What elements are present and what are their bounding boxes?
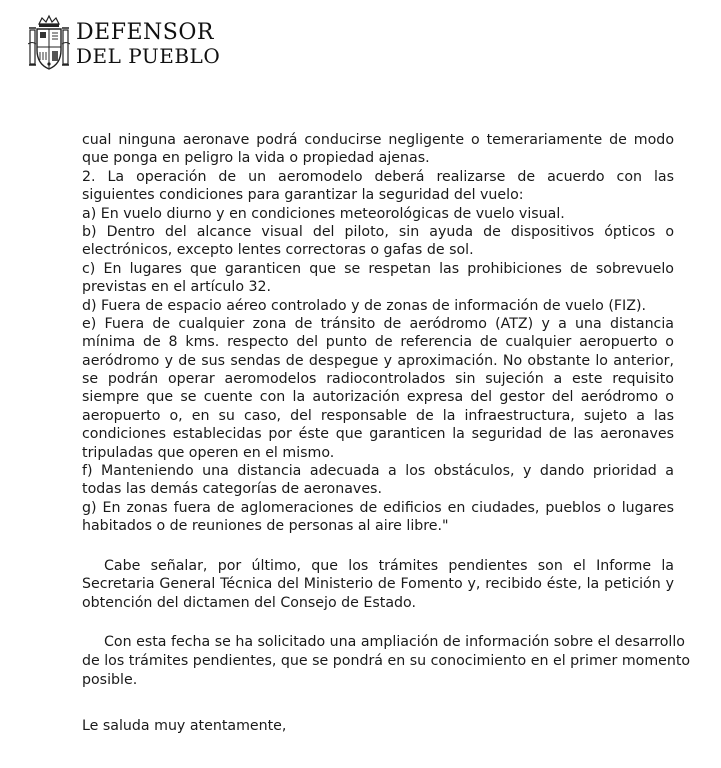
paragraph-line: Con esta fecha se ha solicitado una ampliación de información sobre el desarrollo: [104, 634, 685, 651]
paragraph-line: obtención del dictamen del Consejo de Estado.: [82, 594, 416, 611]
paragraph-pending-procedures: [82, 557, 674, 613]
paragraph-line: posible.: [82, 671, 138, 688]
quote-line: d) Fuera de espacio aéreo controlado y de zonas de información de vuelo (FIZ).: [82, 297, 646, 314]
letterhead: [28, 14, 220, 72]
quote-line: b) Dentro del alcance visual del piloto, sin ayuda de dispositivos ópticos o: [82, 223, 674, 240]
quoted-regulation: [82, 131, 674, 536]
quote-line: que ponga en peligro la vida o propiedad ajenas.: [82, 150, 430, 167]
paragraph-information-request: [82, 633, 691, 689]
closing-salutation: Le saluda muy atentamente,: [82, 718, 287, 735]
quote-line: 2. La operación de un aeromodelo deberá realizarse de acuerdo con las: [82, 168, 674, 185]
quote-line: electrónicos, excepto lentes correctoras o gafas de sol.: [82, 242, 474, 259]
paragraph-line: Cabe señalar, por último, que los trámites pendientes son el Informe la: [104, 557, 674, 574]
coat-of-arms-icon: [28, 14, 70, 72]
quote-line: todas las demás categorías de aeronaves.: [82, 481, 382, 498]
institution-name-line2: DEL PUEBLO: [76, 44, 221, 68]
quote-line: previstas en el artículo 32.: [82, 279, 272, 296]
quote-line: e) Fuera de cualquier zona de tránsito de aeródromo (ATZ) y a una distancia: [82, 315, 674, 332]
quote-line: a) En vuelo diurno y en condiciones meteorológicas de vuelo visual.: [82, 205, 565, 222]
quote-line: mínima de 8 kms. respecto del punto de referencia de cualquier aeropuerto o: [82, 334, 674, 351]
quote-line: aeropuerto o, en su caso, del responsable de la infraestructura, sujeto a las: [82, 407, 674, 424]
quote-line: g) En zonas fuera de aglomeraciones de edificios en ciudades, pueblos o lugares: [82, 499, 674, 516]
institution-name-line1: DEFENSOR: [76, 20, 214, 45]
quote-line: f) Manteniendo una distancia adecuada a los obstáculos, y dando prioridad a: [82, 463, 674, 480]
quote-line: habitados o de reuniones de personas al aire libre.": [82, 518, 449, 535]
quote-line: cual ninguna aeronave podrá conducirse negligente o temerariamente de modo: [82, 132, 674, 148]
quote-line: se podrán operar aeromodelos radiocontrolados sin sujeción a este requisito: [82, 371, 674, 388]
quote-line: c) En lugares que garanticen que se respetan las prohibiciones de sobrevuelo: [82, 260, 674, 277]
institution-name: [76, 22, 220, 66]
letter-body: [82, 131, 691, 736]
paragraph-line: Secretaria General Técnica del Ministerio de Fomento y, recibido éste, la petición y: [82, 576, 674, 593]
quote-line: siguientes condiciones para garantizar la seguridad del vuelo:: [82, 187, 524, 204]
quote-line: tripuladas que operen en el mismo.: [82, 444, 335, 461]
paragraph-line: de los trámites pendientes, que se pondrá en su conocimiento en el primer momento: [82, 652, 691, 669]
quote-line: condiciones establecidas por éste que garanticen la seguridad de las aeronaves: [82, 426, 674, 443]
quote-line: siempre que se cuente con la autorización expresa del gestor del aeródromo o: [82, 389, 674, 406]
quote-line: aeródromo y de sus sendas de despegue y aproximación. No obstante lo anterior,: [82, 352, 674, 369]
